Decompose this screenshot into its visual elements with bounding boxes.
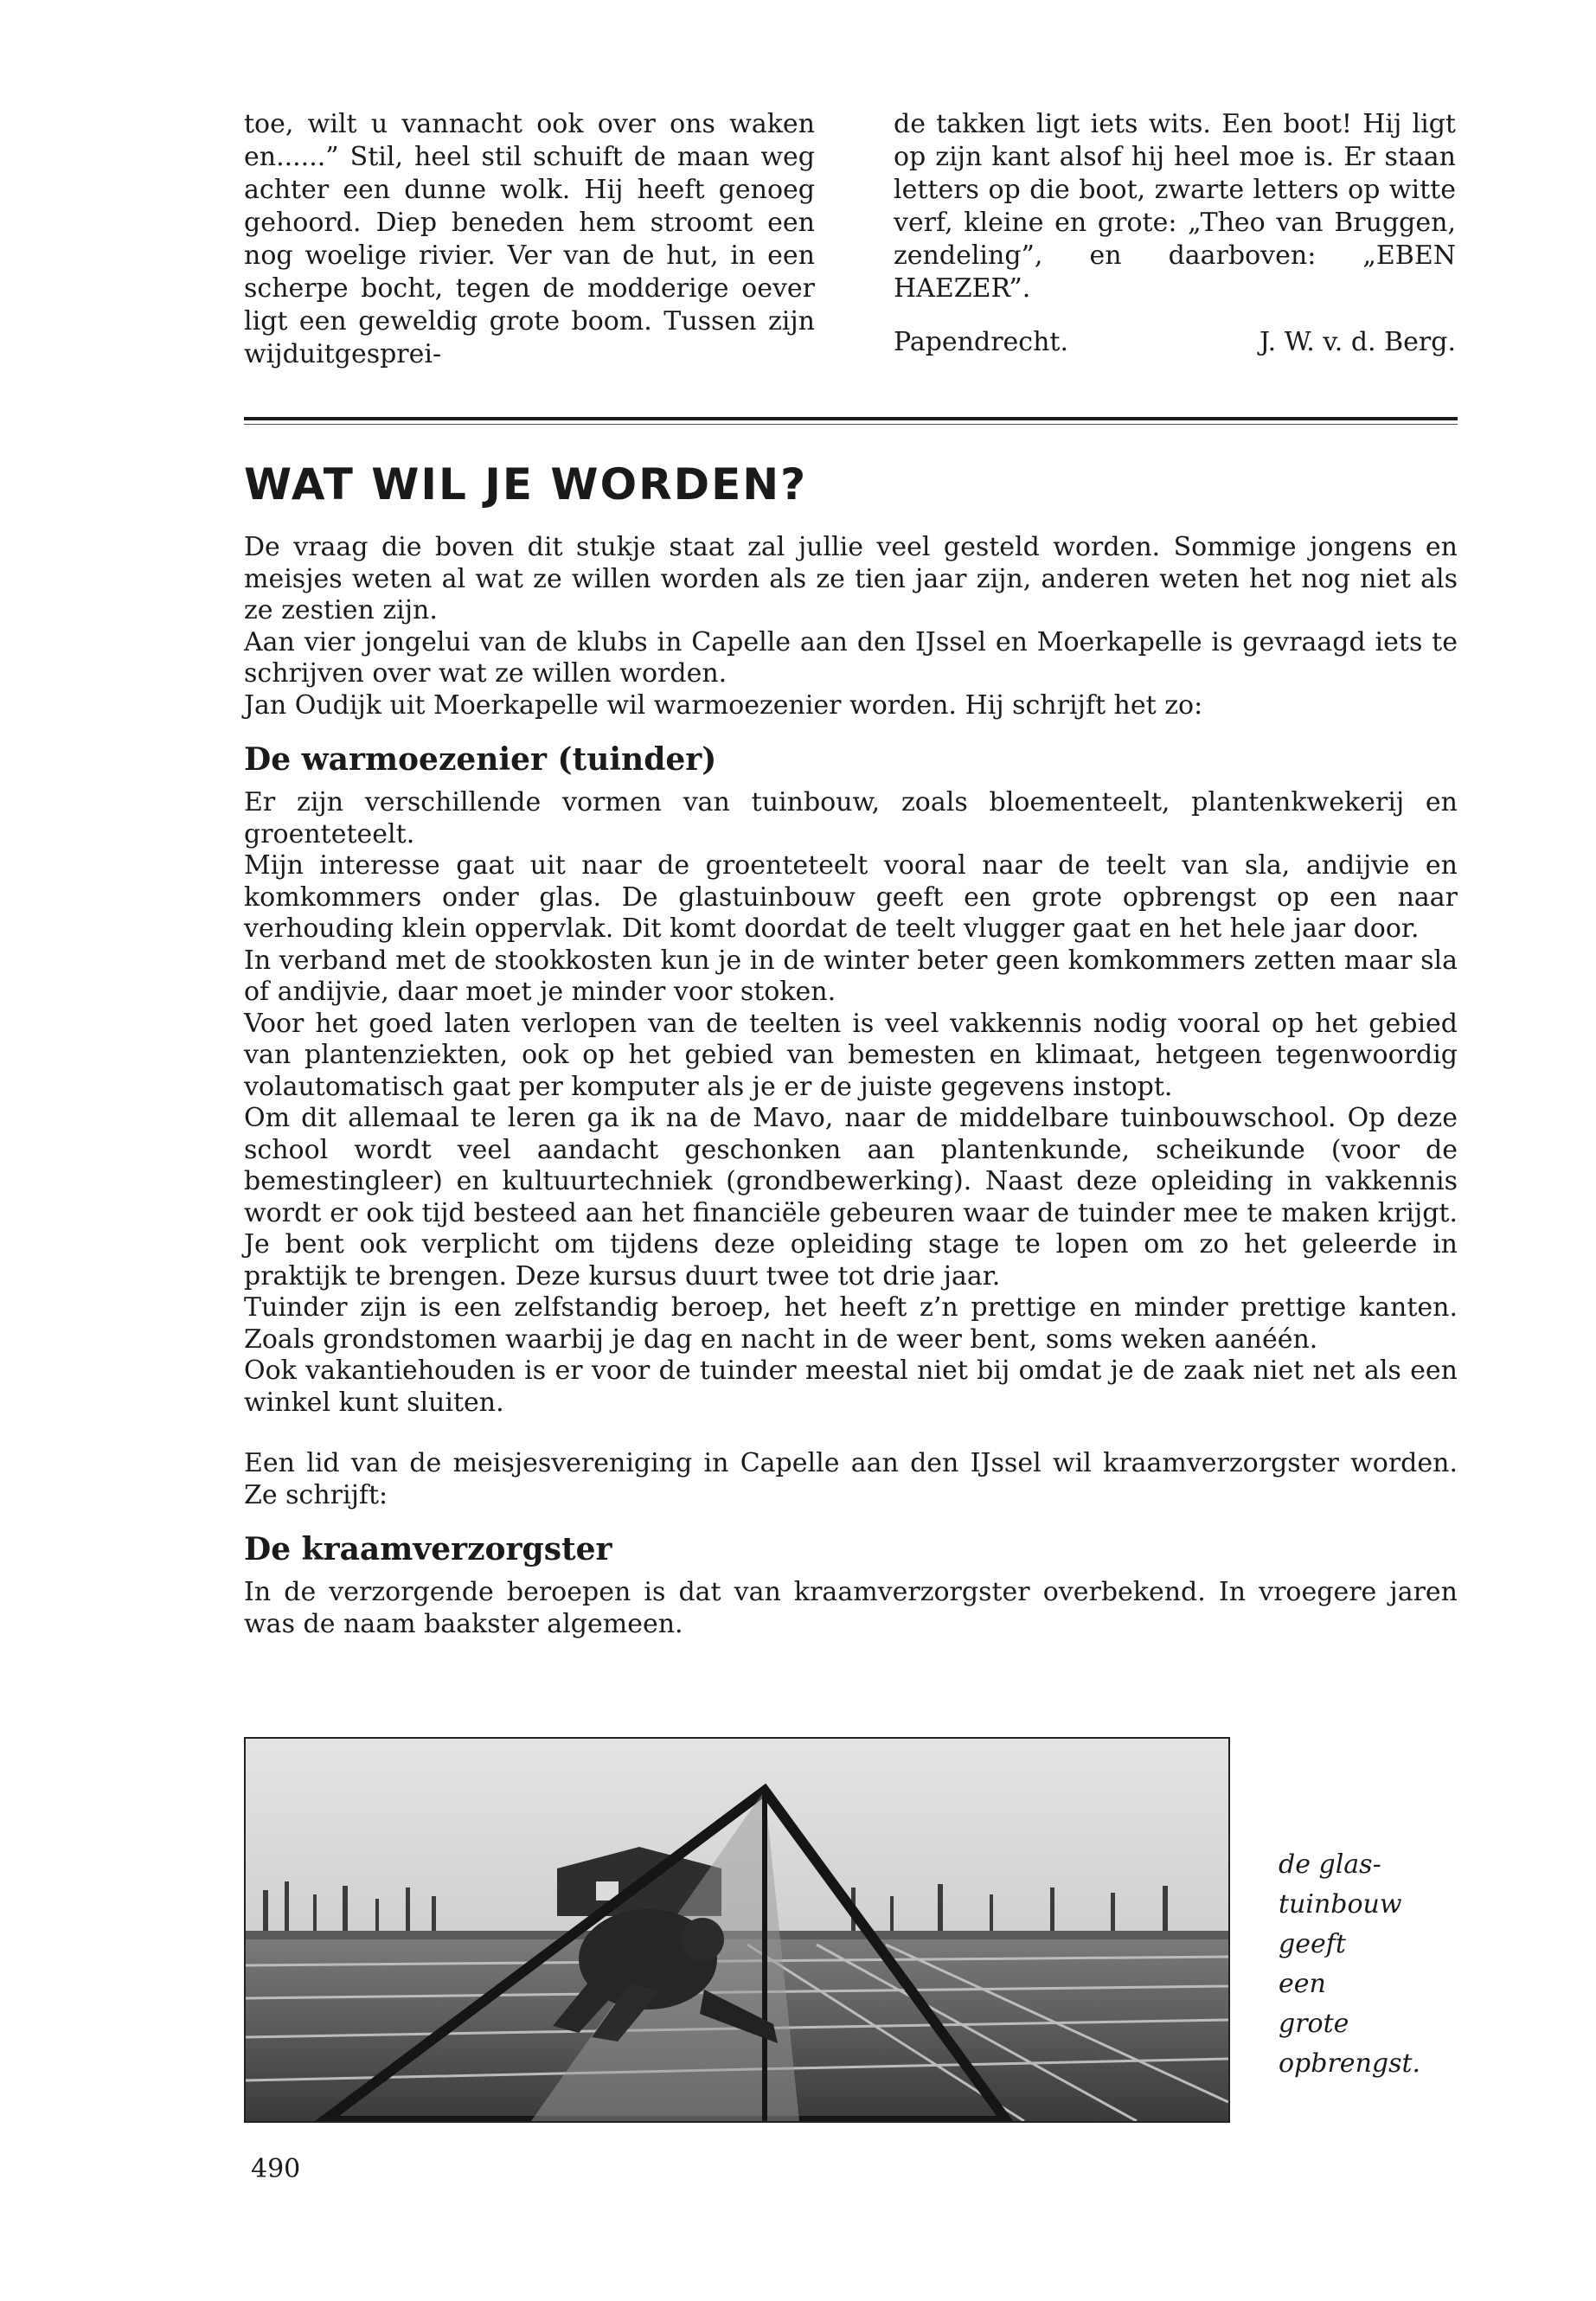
section-heading-kraamverzorgster: De kraamverzorgster xyxy=(244,1531,612,1567)
signature-place: Papendrecht. xyxy=(894,327,1069,357)
body-paragraph: Ook vakantiehouden is er voor de tuinder meestal niet bij omdat je de zaak niet net als een winkel kunt sluiten. xyxy=(244,1356,1458,1418)
transition-paragraph: Een lid van de meisjesvereniging in Capelle aan den IJssel wil kraamverzorgster worden. Ze schrijft: xyxy=(244,1448,1458,1510)
page-number: 490 xyxy=(251,2154,301,2184)
body-paragraph: In de verzorgende beroepen is dat van kraamverzorgster overbekend. In vroegere jaren was de naam baakster algemeen. xyxy=(244,1577,1458,1639)
body-paragraph: Tuinder zijn is een zelfstandig beroep, het heeft z’n prettige en minder prettige kanten. Zoals grondstomen waarbij je dag en nacht in de weer bent, soms weken aanéén. xyxy=(244,1292,1458,1355)
story-column-left xyxy=(244,108,815,371)
section-heading-warmoezenier: De warmoezenier (tuinder) xyxy=(244,741,717,778)
body-paragraph: Er zijn verschillende vormen van tuinbouw, zoals bloementeelt, plantenkwekerij en groenteteelt. xyxy=(244,787,1458,849)
story-signature xyxy=(894,326,1456,359)
signature-author: J. W. v. d. Berg. xyxy=(1259,327,1456,357)
article-headline: WAT WIL JE WORDEN? xyxy=(244,459,808,510)
photo-caption xyxy=(1279,1845,1469,2084)
story-paragraph-left: toe, wilt u vannacht ook over ons waken en......” Stil, heel stil schuift de maan weg achter een dunne wolk. Hij heeft genoeg gehoord. Diep beneden hem stroomt een nog woelige rivier. Ver van de hut, in een scherpe bocht, tegen de modderige oever ligt een geweldig grote boom. Tussen zijn wijduitgesprei- xyxy=(244,109,815,369)
caption-line: grote xyxy=(1279,2009,1349,2039)
greenhouse-photo xyxy=(244,1737,1230,2123)
caption-line: geeft xyxy=(1279,1929,1346,1959)
body-paragraph: In verband met de stookkosten kun je in de winter beter geen komkommers zetten maar sla of andijvie, daar moet je minder voor stoken. xyxy=(244,945,1458,1007)
caption-line: de glas- xyxy=(1279,1849,1381,1880)
intro-paragraph: Aan vier jongelui van de klubs in Capelle aan den IJssel en Moerkapelle is gevraagd iets te schrijven over wat ze willen worden. xyxy=(244,626,1458,689)
intro-paragraph: Jan Oudijk uit Moerkapelle wil warmoezenier worden. Hij schrijft het zo: xyxy=(244,689,1203,721)
body-paragraph: Mijn interesse gaat uit naar de groenteteelt vooral naar de teelt van sla, andijvie en komkommers onder glas. De glastuinbouw geeft een grote opbrengst op een naar verhouding klein oppervlak. Dit komt doordat de teelt vlugger gaat en het hele jaar door. xyxy=(244,850,1458,944)
body-paragraph: Voor het goed laten verlopen van de teelten is veel vakkennis nodig vooral op het gebied van plantenziekten, ook op het gebied van bemesten en klimaat, hetgeen tegenwoordig volautomatisch gaat per komputer als je er de juiste gegevens instopt. xyxy=(244,1008,1458,1102)
story-column-right xyxy=(894,108,1456,359)
section-divider xyxy=(244,417,1458,420)
caption-line: een xyxy=(1279,1969,1326,1999)
body-paragraph: Om dit allemaal te leren ga ik na de Mavo, naar de middelbare tuinbouwschool. Op deze school wordt veel aandacht geschonken aan plantenkunde, scheikunde (voor de bemestingleer) en kultuurtechniek (grondbewerking). Naast deze opleiding in vakkennis wordt er ook tijd besteed aan het financiële gebeuren waar de tuinder mee te maken krijgt. Je bent ook verplicht om tijdens deze opleiding stage te lopen om zo het geleerde in praktijk te brengen. Deze kursus duurt twee tot drie jaar. xyxy=(244,1103,1458,1292)
intro-paragraph: De vraag die boven dit stukje staat zal jullie veel gesteld worden. Sommige jongens en meisjes weten al wat ze willen worden als ze tien jaar zijn, anderen weten het nog niet als ze zestien zijn. xyxy=(244,532,1458,625)
caption-line: opbrengst. xyxy=(1279,2048,1421,2079)
section-divider-thin xyxy=(244,424,1458,425)
story-paragraph-right: de takken ligt iets wits. Een boot! Hij ligt op zijn kant alsof hij heel moe is. Er staan letters op die boot, zwarte letters op witte verf, kleine en grote: „Theo van Bruggen, zendeling”, en daarboven: „EBEN HAEZER”. xyxy=(894,109,1456,304)
caption-line: tuinbouw xyxy=(1279,1889,1402,1920)
greenhouse-photo-drawing xyxy=(246,1739,1228,2121)
article-body xyxy=(244,532,1458,1640)
